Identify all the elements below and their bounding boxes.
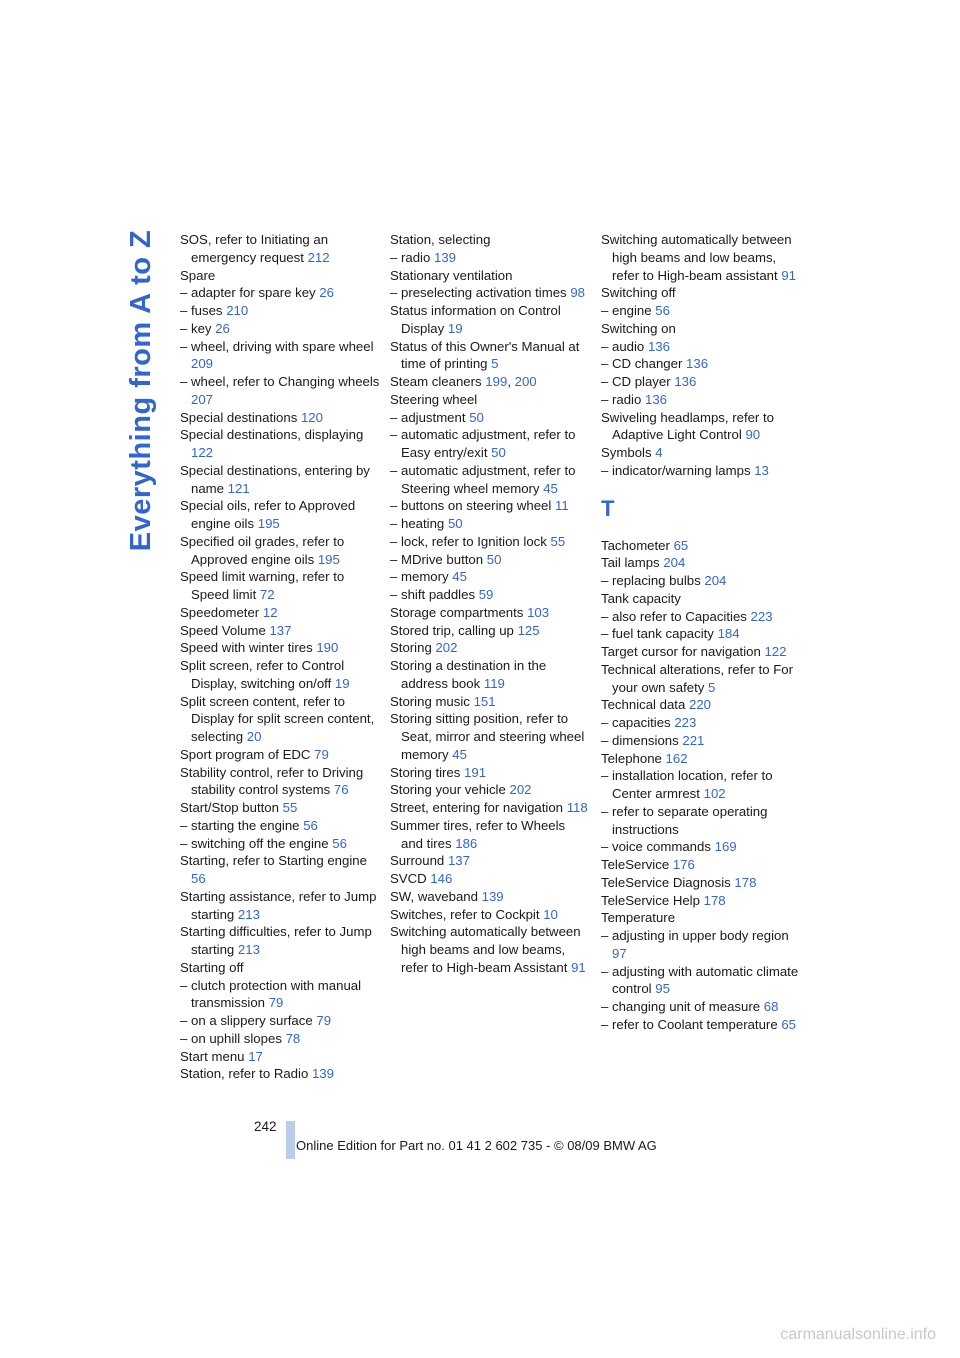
page-reference-link[interactable]: 90 xyxy=(745,427,761,443)
index-entry-text: Telephone xyxy=(601,750,662,766)
page-reference-link[interactable]: 169 xyxy=(714,839,737,855)
page-reference-link[interactable]: 50 xyxy=(486,551,502,567)
page-reference-link[interactable]: 207 xyxy=(191,391,214,407)
index-entry xyxy=(180,320,380,338)
index-entry-text: Special destinations xyxy=(180,409,298,425)
side-section-title xyxy=(124,230,160,550)
index-entry xyxy=(601,590,801,608)
index-entry-text: – indicator/warning lamps xyxy=(601,462,751,478)
page-reference-link[interactable]: 50 xyxy=(469,409,484,425)
index-entry-text: – preselecting activation times xyxy=(390,285,567,301)
footer-edition-text: Online Edition for Part no. 01 41 2 602 735 - © 08/09 BMW AG xyxy=(296,1138,657,1153)
index-entry xyxy=(601,355,801,373)
index-entry xyxy=(601,661,801,697)
page-reference-link[interactable]: 213 xyxy=(237,906,260,922)
index-entry xyxy=(601,856,801,874)
index-entry xyxy=(390,568,590,586)
index-entry xyxy=(180,1012,380,1030)
page-reference-link[interactable]: 102 xyxy=(703,786,726,801)
page-reference-link[interactable]: 12 xyxy=(262,604,278,620)
index-entry-text: Tail lamps xyxy=(601,555,660,571)
index-entry-text: – refer to Coolant temperature xyxy=(601,1016,778,1032)
index-entry xyxy=(601,1016,801,1034)
index-entry xyxy=(601,643,801,661)
index-entry-text: Technical data xyxy=(601,697,686,713)
index-entry-text: Station, selecting xyxy=(390,232,491,247)
index-entry-text: – adjustment xyxy=(390,409,466,425)
page-reference-link[interactable]: 68 xyxy=(763,999,779,1014)
index-entry-text: Switches, refer to Cockpit xyxy=(390,906,540,922)
page-reference-link[interactable]: 137 xyxy=(447,853,470,869)
page-reference-link[interactable]: 139 xyxy=(311,1066,334,1082)
index-entry-text: Storing music xyxy=(390,693,470,709)
index-entry xyxy=(180,835,380,853)
page-reference-link[interactable]: 17 xyxy=(248,1048,263,1064)
page-reference-link[interactable]: 10 xyxy=(543,906,558,922)
index-entry-text: Storing your vehicle xyxy=(390,782,506,798)
page-reference-link[interactable]: 146 xyxy=(430,871,453,886)
index-entry xyxy=(390,462,590,498)
index-entry-text: Split screen, refer to Control Display, switching on/off xyxy=(180,658,345,691)
page-reference-link[interactable]: 56 xyxy=(303,817,318,833)
page-reference-link[interactable]: 45 xyxy=(452,569,467,585)
index-entry-text: Split screen content, refer to Display for split screen content, selecting xyxy=(180,693,375,744)
index-entry-text: – adapter for spare key xyxy=(180,285,316,301)
index-entry-text: Start/Stop button xyxy=(180,800,279,815)
index-entry xyxy=(180,568,380,604)
page-reference-link[interactable]: 79 xyxy=(314,746,329,762)
index-entry-text: – dimensions xyxy=(601,732,679,748)
index-entry-text: TeleService xyxy=(601,857,670,872)
index-entry-text: Stability control, refer to Driving stability control systems xyxy=(180,764,364,798)
index-entry-text: Tachometer xyxy=(601,537,670,553)
index-entry-text: Steam cleaners xyxy=(390,374,482,389)
index-entry xyxy=(180,267,380,285)
index-entry-text: – voice commands xyxy=(601,839,711,855)
index-entry xyxy=(180,923,380,959)
page-reference-link[interactable]: 55 xyxy=(282,800,298,815)
index-entry xyxy=(390,515,590,533)
index-entry-text: Specified oil grades, refer to Approved engine oils xyxy=(180,533,345,567)
page-reference-link[interactable]: 65 xyxy=(673,537,689,553)
index-entry-text: Street, entering for navigation xyxy=(390,800,564,815)
page-reference-link[interactable]: 45 xyxy=(543,480,558,496)
page-reference-link[interactable]: 13 xyxy=(754,462,769,478)
page-reference-link[interactable]: 139 xyxy=(481,888,504,904)
index-entry xyxy=(180,338,380,374)
page-reference-link[interactable]: 72 xyxy=(259,587,275,602)
index-entry-text: Tank capacity xyxy=(601,590,681,606)
index-entry: Steam cleaners 199, 200 xyxy=(390,374,537,389)
index-entry-text: – refer to separate operating instructions xyxy=(601,803,768,837)
index-entry-text: – CD player xyxy=(601,374,671,389)
index-letter-heading: T xyxy=(601,495,615,521)
index-entry xyxy=(390,338,590,374)
page-reference-link[interactable]: 118 xyxy=(566,800,588,815)
index-entry-text: Speed with winter tires xyxy=(180,640,313,656)
page-reference-link[interactable]: 213 xyxy=(237,942,260,957)
page-reference-link[interactable]: 50 xyxy=(491,445,506,460)
index-entry xyxy=(390,533,590,551)
page-reference-link[interactable]: 59 xyxy=(478,587,494,602)
page-reference-link[interactable]: 20 xyxy=(246,729,262,744)
index-entry-text: Starting off xyxy=(180,959,244,975)
index-entry xyxy=(601,625,801,643)
index-entry xyxy=(390,409,590,427)
page-reference-link[interactable]: 199 xyxy=(485,374,508,389)
index-entry-text: – switching off the engine xyxy=(180,835,329,851)
index-entry-text: Switching on xyxy=(601,320,676,336)
index-entry xyxy=(180,888,380,924)
index-entry-text: Storing a destination in the address book xyxy=(390,658,547,691)
page-reference-link[interactable]: 195 xyxy=(257,516,280,531)
page-reference-link[interactable]: 79 xyxy=(316,1013,332,1028)
index-entry xyxy=(390,426,590,462)
index-entry-text: Starting assistance, refer to Jump starting xyxy=(180,888,377,922)
page-reference-link[interactable]: 178 xyxy=(703,892,726,908)
page-reference-link[interactable]: 162 xyxy=(665,750,688,766)
index-entry-text: – also refer to Capacities xyxy=(601,608,747,624)
page-reference-link[interactable]: 103 xyxy=(527,604,550,620)
index-entry xyxy=(180,746,380,764)
footer-accent-bar xyxy=(286,1121,295,1159)
page-reference-link[interactable]: 79 xyxy=(268,995,284,1011)
index-entry-text: Speed limit warning, refer to Speed limit xyxy=(180,569,345,602)
page-reference-link[interactable]: 65 xyxy=(781,1016,797,1032)
index-entry xyxy=(180,1030,380,1048)
index-entry-text: – installation location, refer to Center armrest xyxy=(601,768,773,801)
page-reference-link[interactable]: 210 xyxy=(226,303,249,318)
index-entry-text: – automatic adjustment, refer to Easy entry/exit xyxy=(390,427,576,460)
index-entry-text: – wheel, driving with spare wheel xyxy=(180,338,374,354)
index-entry xyxy=(180,764,380,800)
index-entry xyxy=(180,604,380,622)
index-entry xyxy=(390,231,590,249)
index-entry xyxy=(390,604,590,622)
index-entry-text: SOS, refer to Initiating an emergency request xyxy=(180,232,329,265)
index-entry-text: Temperature xyxy=(601,910,676,926)
index-entry-text: – key xyxy=(180,320,212,336)
index-entry-text: Stationary ventilation xyxy=(390,267,513,283)
index-entry-text: – adjusting with automatic climate control xyxy=(601,963,799,997)
index-entry-text: – lock, refer to Ignition lock xyxy=(390,533,547,549)
index-entry-text: Target cursor for navigation xyxy=(601,644,761,659)
index-entry-text: Special destinations, entering by name xyxy=(180,462,370,496)
index-entry xyxy=(390,764,590,782)
watermark: carmanualsonline.info xyxy=(780,1326,936,1343)
index-entry xyxy=(601,714,801,732)
index-entry xyxy=(601,302,801,320)
page-reference-link[interactable]: 26 xyxy=(319,285,334,301)
index-entry xyxy=(180,409,380,427)
page-reference-link[interactable]: 202 xyxy=(509,782,532,798)
index-entry xyxy=(601,608,801,626)
index-entry xyxy=(601,231,801,284)
index-entry-text: Special destinations, displaying xyxy=(180,427,364,443)
index-entry-text: Steering wheel xyxy=(390,391,478,407)
page-reference-link[interactable]: 120 xyxy=(300,409,323,425)
index-entry-text: – buttons on steering wheel xyxy=(390,498,552,514)
index-entry xyxy=(390,497,590,515)
page-reference-link[interactable]: 121 xyxy=(227,480,250,496)
index-column-2 xyxy=(390,231,590,977)
index-entry xyxy=(601,767,801,803)
index-column-1 xyxy=(180,231,380,1083)
index-entry-text: – wheel, refer to Changing wheels xyxy=(180,374,380,389)
index-entry xyxy=(601,409,801,445)
index-entry-text: Storing xyxy=(390,640,432,656)
index-entry xyxy=(390,693,590,711)
index-entry xyxy=(180,977,380,1013)
page-reference-link[interactable]: 186 xyxy=(455,835,478,851)
index-entry xyxy=(180,622,380,640)
index-entry xyxy=(601,750,801,768)
index-entry-text: – replacing bulbs xyxy=(601,573,701,588)
index-entry xyxy=(180,302,380,320)
index-entry xyxy=(390,267,590,285)
index-entry-text: TeleService Help xyxy=(601,892,700,908)
index-entry xyxy=(601,732,801,750)
index-entry xyxy=(390,710,590,763)
page-reference-link[interactable]: 11 xyxy=(554,498,569,514)
page-reference-link[interactable]: 95 xyxy=(655,981,670,997)
index-entry xyxy=(601,373,801,391)
index-entry xyxy=(390,551,590,569)
index-entry xyxy=(601,874,801,892)
index-entry xyxy=(601,803,801,839)
index-entry-text: – on uphill slopes xyxy=(180,1030,282,1046)
page-reference-link[interactable]: 78 xyxy=(285,1030,301,1046)
page-reference-link[interactable]: 19 xyxy=(447,320,463,336)
index-entry-text: Start menu xyxy=(180,1048,245,1064)
index-entry-text: – heating xyxy=(390,516,445,531)
page-reference-link[interactable]: 209 xyxy=(191,356,214,372)
page-reference-link[interactable]: 190 xyxy=(316,640,339,656)
index-entry xyxy=(180,657,380,693)
index-entry-text: – engine xyxy=(601,303,652,318)
index-entry-text: Switching automatically between high beams and low beams, refer to High-beam assistant xyxy=(601,232,792,283)
page-reference-link[interactable]: 125 xyxy=(517,622,540,638)
index-entry xyxy=(390,781,590,799)
index-entry-text: – radio xyxy=(390,249,431,265)
page-reference-link[interactable]: 26 xyxy=(215,320,230,336)
index-entry xyxy=(390,639,590,657)
page-reference-link[interactable]: 204 xyxy=(704,573,727,588)
page-reference-link[interactable]: 195 xyxy=(317,551,340,567)
index-entry-text: Summer tires, refer to Wheels and tires xyxy=(390,817,566,851)
index-entry xyxy=(390,622,590,640)
index-entry xyxy=(601,838,801,856)
index-entry-text: Sport program of EDC xyxy=(180,746,311,762)
page-reference-link[interactable]: 178 xyxy=(734,874,757,890)
page-reference-link[interactable]: 5 xyxy=(708,679,716,695)
index-entry-text: Switching automatically between high beams and low beams, refer to High-beam Assistant xyxy=(390,924,581,975)
index-entry xyxy=(390,586,590,604)
index-entry-text: Starting difficulties, refer to Jump starting xyxy=(180,924,372,957)
index-entry-text: Storing tires xyxy=(390,764,461,780)
index-entry-text: – clutch protection with manual transmission xyxy=(180,977,362,1011)
page-reference-link[interactable]: 56 xyxy=(655,303,670,318)
page-reference-link[interactable]: 98 xyxy=(570,285,585,301)
side-title-text: Everything from A to Z xyxy=(125,229,158,551)
index-entry xyxy=(180,1065,380,1083)
page-reference-link[interactable]: 55 xyxy=(550,533,566,549)
page-number: 242 xyxy=(254,1119,277,1134)
index-entry xyxy=(601,537,801,555)
index-entry-text: Switching off xyxy=(601,285,676,301)
index-entry-text: Status of this Owner's Manual at time of printing xyxy=(390,338,580,372)
index-entry xyxy=(601,338,801,356)
index-column-3 xyxy=(601,231,801,1034)
index-entry-text: Speed Volume xyxy=(180,622,266,638)
index-entry xyxy=(601,320,801,338)
page-reference-link[interactable]: 97 xyxy=(612,945,627,961)
page-reference-link[interactable]: 91 xyxy=(781,267,796,283)
index-entry xyxy=(180,959,380,977)
index-entry xyxy=(601,892,801,910)
index-entry xyxy=(390,852,590,870)
index-entry-text: – audio xyxy=(601,338,645,354)
index-entry-text: – MDrive button xyxy=(390,551,484,567)
page-reference-link[interactable]: 204 xyxy=(663,555,686,571)
index-entry-text: – capacities xyxy=(601,715,671,730)
index-entry xyxy=(180,799,380,817)
index-entry-text: Storing sitting position, refer to Seat, mirror and steering wheel memory xyxy=(390,711,585,762)
index-entry xyxy=(601,462,801,480)
index-entry-text: – automatic adjustment, refer to Steering wheel memory xyxy=(390,462,576,496)
index-entry xyxy=(601,909,801,927)
index-entry-text: Starting, refer to Starting engine xyxy=(180,853,367,869)
index-entry xyxy=(180,284,380,302)
index-entry xyxy=(390,249,590,267)
index-entry-text: – radio xyxy=(601,391,642,407)
index-entry xyxy=(601,284,801,302)
index-entry-text: – changing unit of measure xyxy=(601,999,761,1014)
page-reference-link[interactable]: 136 xyxy=(686,356,709,372)
page-reference-link[interactable]: 91 xyxy=(571,959,586,975)
index-entry-text: – adjusting in upper body region xyxy=(601,928,789,943)
index-entry-text: Station, refer to Radio xyxy=(180,1066,309,1082)
index-entry-text: – on a slippery surface xyxy=(180,1013,313,1028)
index-entry xyxy=(180,852,380,888)
page-reference-link[interactable]: 223 xyxy=(750,608,773,624)
page-reference-link[interactable]: 200 xyxy=(514,374,537,389)
index-entry-text: – fuel tank capacity xyxy=(601,626,714,642)
index-entry xyxy=(390,391,590,409)
page-reference-link[interactable]: 223 xyxy=(674,715,697,730)
page-reference-link[interactable]: 139 xyxy=(434,249,457,265)
page-reference-link[interactable]: 5 xyxy=(491,356,499,372)
page-reference-link[interactable]: 137 xyxy=(269,622,292,638)
index-entry xyxy=(390,888,590,906)
page-reference-link[interactable]: 202 xyxy=(435,640,458,656)
page-reference-link[interactable]: 136 xyxy=(645,391,668,407)
page-reference-link[interactable]: 56 xyxy=(191,871,206,886)
index-entry-text: TeleService Diagnosis xyxy=(601,874,731,890)
index-entry xyxy=(180,426,380,462)
index-entry xyxy=(601,554,801,572)
index-entry-text: SW, waveband xyxy=(390,888,478,904)
index-entry xyxy=(390,906,590,924)
index-entry xyxy=(390,923,590,976)
page-reference-link[interactable]: 136 xyxy=(674,374,697,389)
index-entry xyxy=(180,533,380,569)
page-reference-link[interactable]: 220 xyxy=(688,697,711,713)
index-entry-text: Surround xyxy=(390,853,445,869)
index-entry xyxy=(390,870,590,888)
index-entry-text: Special oils, refer to Approved engine oils xyxy=(180,498,356,531)
index-entry-text: Symbols xyxy=(601,445,652,460)
index-entry-text: – CD changer xyxy=(601,356,683,372)
index-entry xyxy=(601,998,801,1016)
index-entry xyxy=(601,696,801,714)
page-reference-link[interactable]: 151 xyxy=(473,693,496,709)
page-reference-link[interactable]: 50 xyxy=(447,516,463,531)
index-entry xyxy=(390,302,590,338)
index-entry-text: – shift paddles xyxy=(390,587,476,602)
page-reference-link[interactable]: 19 xyxy=(334,675,350,691)
index-entry xyxy=(180,462,380,498)
index-entry xyxy=(180,1048,380,1066)
index-entry-text: Stored trip, calling up xyxy=(390,622,514,638)
page-reference-link[interactable]: 119 xyxy=(483,675,505,691)
page-reference-link[interactable]: 221 xyxy=(682,732,705,748)
index-entry xyxy=(180,639,380,657)
index-entry xyxy=(601,927,801,963)
index-entry xyxy=(180,497,380,533)
page-reference-link[interactable]: 136 xyxy=(647,338,670,354)
page-reference-link[interactable]: 122 xyxy=(764,644,787,659)
page-reference-link[interactable]: 45 xyxy=(452,746,467,762)
index-entry xyxy=(390,817,590,853)
index-entry xyxy=(180,231,380,267)
index-entry-text: Technical alterations, refer to For your own safety xyxy=(601,661,794,695)
index-entry xyxy=(601,963,801,999)
index-entry-text: Spare xyxy=(180,267,216,283)
index-entry xyxy=(601,572,801,590)
index-entry xyxy=(180,817,380,835)
index-entry-text: – memory xyxy=(390,569,449,585)
index-entry-text: – fuses xyxy=(180,303,223,318)
index-entry xyxy=(180,693,380,746)
page-reference-link[interactable]: 176 xyxy=(672,857,695,872)
index-entry xyxy=(390,657,590,693)
page-reference-link[interactable]: 56 xyxy=(332,835,347,851)
index-entry-text: Storage compartments xyxy=(390,604,524,620)
index-entry xyxy=(601,444,801,462)
index-entry xyxy=(180,373,380,409)
page-reference-link[interactable]: 184 xyxy=(717,626,740,642)
index-entry-text: – starting the engine xyxy=(180,817,300,833)
index-entry-text: Swiveling headlamps, refer to Adaptive Light Control xyxy=(601,409,774,443)
page-reference-link[interactable]: 122 xyxy=(191,445,214,460)
index-entry-text: Status information on Control Display xyxy=(390,303,561,336)
index-entry xyxy=(390,284,590,302)
page-reference-link[interactable]: 76 xyxy=(333,782,349,798)
index-entry-text: SVCD xyxy=(390,871,427,886)
page-reference-link[interactable]: 4 xyxy=(655,445,663,460)
index-entry xyxy=(601,391,801,409)
page-reference-link[interactable]: 191 xyxy=(464,764,487,780)
index-entry xyxy=(390,799,590,817)
page-reference-link[interactable]: 212 xyxy=(307,249,330,265)
index-entry-text: Speedometer xyxy=(180,604,260,620)
